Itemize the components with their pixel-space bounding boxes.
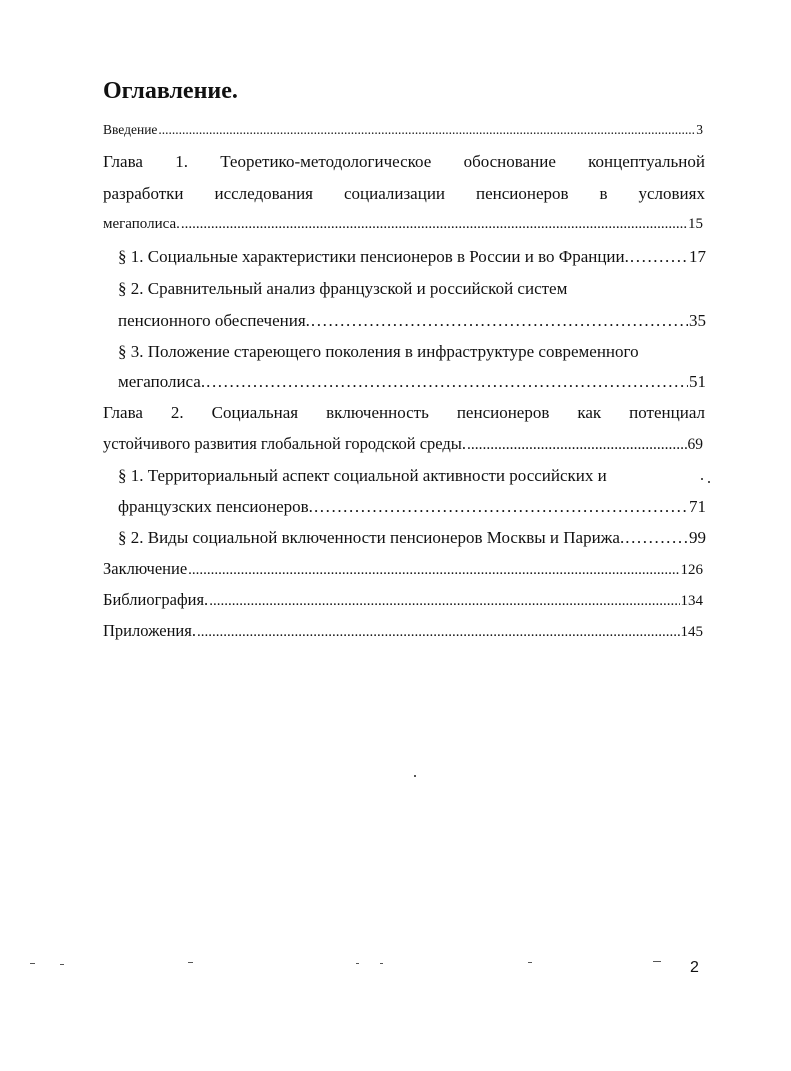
toc-leader (314, 497, 688, 517)
toc-leader (188, 562, 679, 579)
toc-leader (197, 624, 680, 641)
word: условиях (638, 184, 705, 203)
toc-label: Библиография. (103, 590, 209, 609)
word: пенсионеров (456, 403, 550, 422)
toc-entry-bibliography[interactable] (103, 590, 703, 612)
word: социализации (343, 184, 446, 203)
toc-page: 145 (680, 624, 703, 640)
toc-page: 134 (680, 593, 703, 609)
toc-label: пенсионного обеспечения. (118, 311, 310, 330)
word: 1. (175, 152, 188, 171)
toc-entry-intro[interactable] (103, 122, 703, 144)
scan-speck (356, 963, 359, 964)
scan-speck (701, 478, 703, 480)
scan-speck (414, 775, 416, 777)
word: Глава (103, 403, 143, 422)
toc-leader (311, 311, 688, 331)
toc-label: Введение (103, 122, 158, 137)
toc-page: 69 (687, 436, 703, 453)
word: как (577, 403, 602, 422)
toc-entry-appendices[interactable] (103, 621, 703, 643)
toc-leader (625, 528, 688, 548)
toc-page: 17 (689, 247, 706, 266)
toc-chapter-1-line-1[interactable] (103, 152, 705, 174)
toc-page: 3 (696, 122, 703, 137)
scan-speck (188, 962, 193, 963)
toc-page: 99 (689, 528, 706, 547)
toc-section-1-1[interactable] (118, 247, 706, 269)
toc-leader (630, 247, 688, 267)
word: Социальная (211, 403, 299, 422)
toc-section-1-2-line-1[interactable]: § 2. Сравнительный анализ французской и российской систем (118, 279, 568, 298)
toc-page: 71 (689, 497, 706, 516)
word: разработки (103, 184, 184, 203)
scan-speck (708, 481, 710, 483)
toc-label: Приложения. (103, 621, 196, 640)
toc-section-1-3-line-1[interactable]: § 3. Положение стареющего поколения в инфраструктуре современного (118, 342, 639, 361)
word: обоснование (463, 152, 556, 171)
toc-entry-conclusion[interactable] (103, 559, 703, 581)
scan-speck (60, 964, 64, 965)
scan-speck (30, 963, 35, 964)
toc-chapter-1-line-2[interactable] (103, 184, 705, 206)
toc-chapter-2-line-1[interactable] (103, 403, 705, 425)
toc-label: мегаполиса. (118, 372, 206, 391)
toc-chapter-1-line-3[interactable] (103, 216, 703, 238)
toc-label: § 1. Социальные характеристики пенсионеров в России и во Франции. (118, 247, 629, 266)
toc-leader (209, 593, 679, 610)
toc-page: 35 (689, 311, 706, 330)
toc-page: 51 (689, 372, 706, 391)
page-number: 2 (690, 959, 699, 976)
toc-label: мегаполиса. (103, 216, 180, 232)
toc-leader (206, 372, 688, 392)
toc-label: устойчивого развития глобальной городской среды. (103, 434, 466, 453)
toc-section-1-2[interactable] (118, 311, 706, 333)
word: потенциал (629, 403, 705, 422)
word: включенность (326, 403, 429, 422)
toc-leader (467, 436, 687, 454)
word: Теоретико-методологическое (220, 152, 432, 171)
page-title: Оглавление. (103, 78, 238, 104)
toc-chapter-2-line-2[interactable] (103, 434, 703, 456)
toc-label: § 2. Виды социальной включенности пенсионеров Москвы и Парижа. (118, 528, 625, 547)
scan-speck (380, 963, 383, 964)
word: Глава (103, 152, 143, 171)
scan-speck (528, 962, 532, 963)
toc-page: 126 (680, 562, 703, 578)
toc-label: Заключение (103, 559, 188, 578)
toc-section-2-1[interactable] (118, 497, 706, 519)
toc-leader (158, 122, 695, 138)
toc-section-1-3[interactable] (118, 372, 706, 394)
toc-leader (181, 216, 687, 233)
word: 2. (170, 403, 184, 422)
word: концептуальной (588, 152, 705, 171)
scan-speck (653, 961, 661, 962)
word: пенсионеров (475, 184, 569, 203)
toc-section-2-2[interactable] (118, 528, 706, 550)
word: исследования (214, 184, 313, 203)
toc-label: французских пенсионеров. (118, 497, 313, 516)
toc-page: 15 (688, 216, 703, 232)
word: в (599, 184, 608, 203)
toc-section-2-1-line-1[interactable]: § 1. Территориальный аспект социальной активности российских и (118, 466, 607, 485)
